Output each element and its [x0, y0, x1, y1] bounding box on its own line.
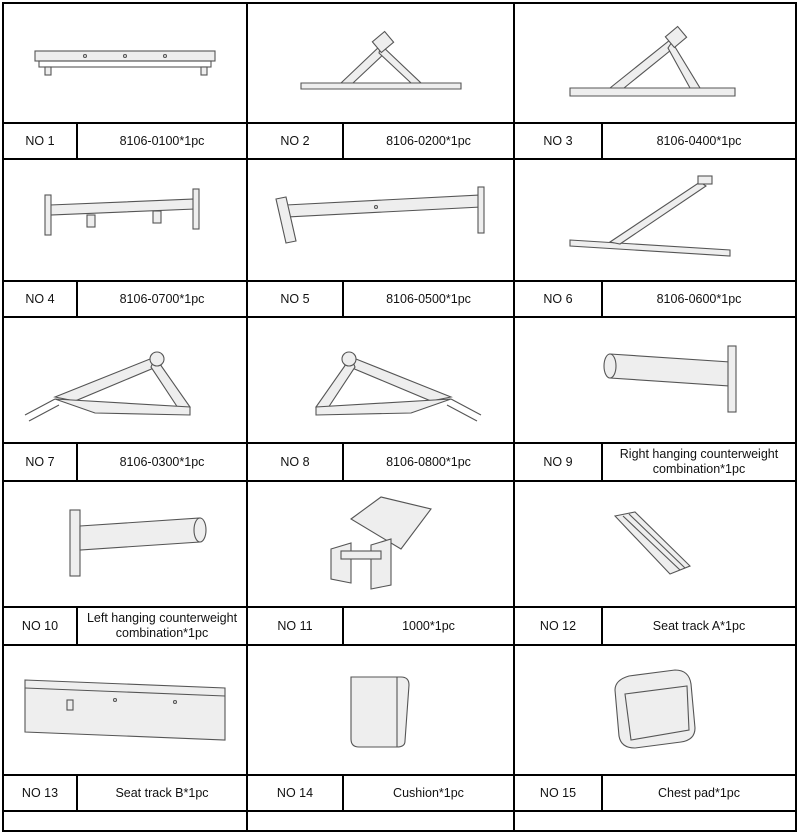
part-desc: Right hanging counterweight combination*1pc [602, 443, 796, 481]
part-no: NO 12 [514, 607, 602, 645]
part-image-4 [3, 159, 247, 281]
part-desc: 8106-0100*1pc [77, 123, 247, 159]
tube-drawing-icon [560, 340, 750, 420]
part-no: NO 9 [514, 443, 602, 481]
part-no: NO 15 [514, 775, 602, 811]
part-image-3 [514, 3, 796, 123]
frame-drawing-icon [271, 335, 491, 425]
part-no: NO 13 [3, 775, 77, 811]
part-desc: 8106-0400*1pc [602, 123, 796, 159]
part-no: NO 10 [3, 607, 77, 645]
frame-drawing-icon [281, 23, 481, 103]
part-no: NO 8 [247, 443, 343, 481]
cushion-drawing-icon [331, 665, 431, 755]
frame-drawing-icon [560, 170, 750, 270]
bracket-drawing-icon [311, 489, 451, 599]
part-desc: 8106-0300*1pc [77, 443, 247, 481]
part-image-1 [3, 3, 247, 123]
part-image-8 [247, 317, 514, 443]
part-image-14 [247, 645, 514, 775]
part-desc: 8106-0200*1pc [343, 123, 514, 159]
part-no: NO 6 [514, 281, 602, 317]
seat-track-drawing-icon [15, 670, 235, 750]
crossbar-drawing-icon [35, 185, 215, 255]
part-desc: Seat track B*1pc [77, 775, 247, 811]
seat-track-drawing-icon [595, 504, 715, 584]
crossbar-drawing-icon [266, 185, 496, 255]
tube-drawing-icon [30, 504, 220, 584]
part-image-2 [247, 3, 514, 123]
part-image-15 [514, 645, 796, 775]
part-image-6 [514, 159, 796, 281]
part-image-10 [3, 481, 247, 607]
part-image-12 [514, 481, 796, 607]
part-desc: 8106-0500*1pc [343, 281, 514, 317]
part-no: NO 3 [514, 123, 602, 159]
part-no: NO 1 [3, 123, 77, 159]
part-no: NO 7 [3, 443, 77, 481]
frame-drawing-icon [560, 18, 750, 108]
frame-drawing-icon [15, 335, 235, 425]
part-no: NO 11 [247, 607, 343, 645]
part-no: NO 14 [247, 775, 343, 811]
part-desc: 8106-0700*1pc [77, 281, 247, 317]
part-desc: Chest pad*1pc [602, 775, 796, 811]
part-image-7 [3, 317, 247, 443]
part-desc: 1000*1pc [343, 607, 514, 645]
part-no: NO 2 [247, 123, 343, 159]
part-image-5 [247, 159, 514, 281]
part-no: NO 5 [247, 281, 343, 317]
next-row-cell [514, 811, 796, 831]
next-row-cell [247, 811, 514, 831]
parts-table [2, 2, 797, 832]
chest-pad-drawing-icon [595, 660, 715, 760]
next-row-cell [3, 811, 247, 831]
beam-drawing-icon [25, 43, 225, 83]
part-image-13 [3, 645, 247, 775]
part-desc: Seat track A*1pc [602, 607, 796, 645]
part-image-11 [247, 481, 514, 607]
part-desc: Cushion*1pc [343, 775, 514, 811]
part-desc: Left hanging counterweight combination*1pc [77, 607, 247, 645]
part-desc: 8106-0800*1pc [343, 443, 514, 481]
part-no: NO 4 [3, 281, 77, 317]
part-image-9 [514, 317, 796, 443]
part-desc: 8106-0600*1pc [602, 281, 796, 317]
